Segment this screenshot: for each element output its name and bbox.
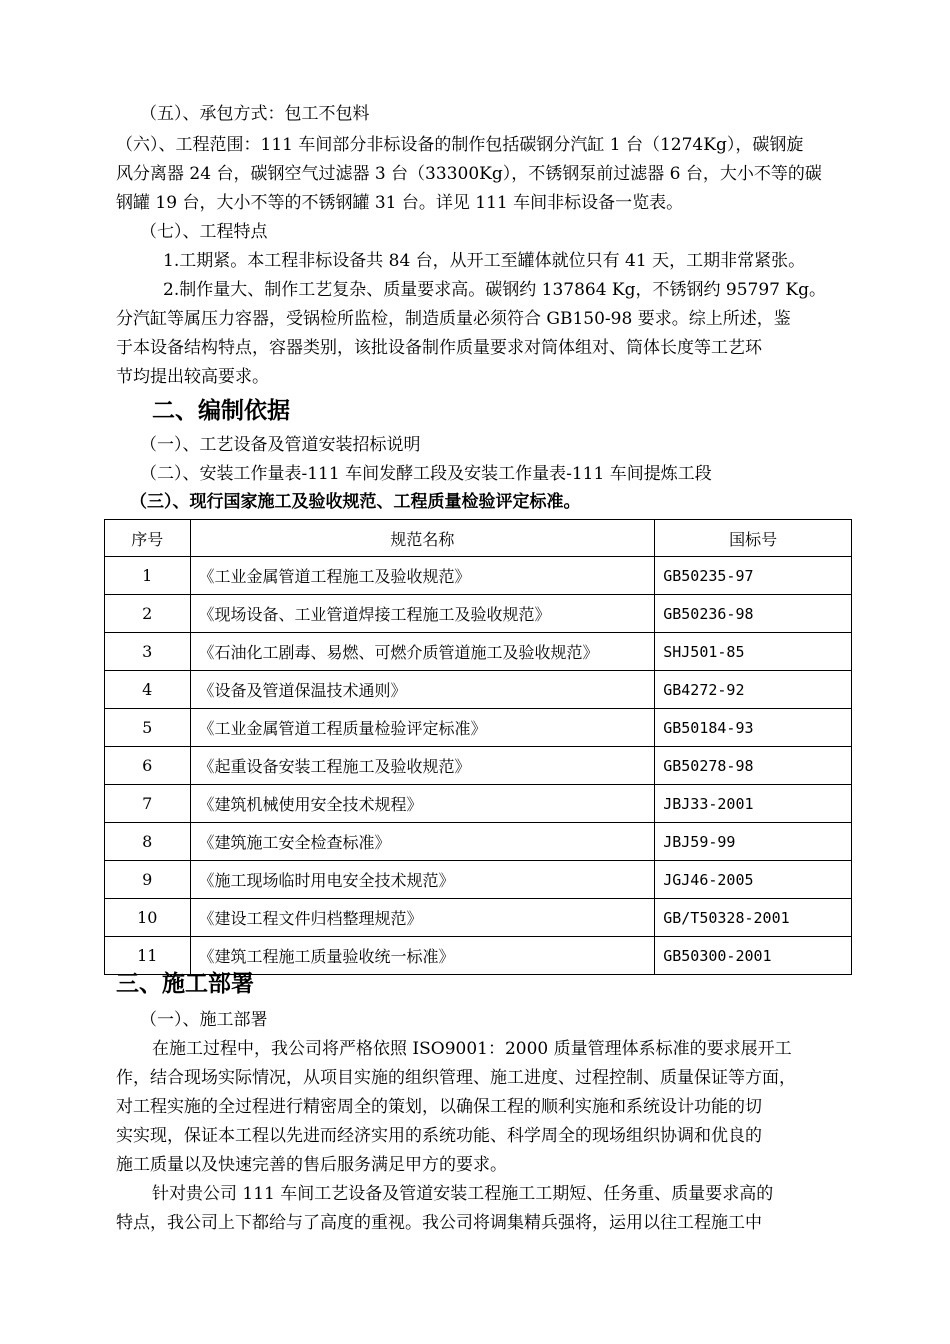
row-code: JBJ33-2001	[655, 785, 852, 823]
row-name: 《建筑机械使用安全技术规程》	[190, 785, 655, 823]
row-no: 5	[105, 709, 191, 747]
basis-item-1: （一）、工艺设备及管道安装招标说明	[140, 435, 421, 455]
table-row	[105, 747, 852, 785]
scope-line-1: （六）、工程范围：111 车间部分非标设备的制作包括碳钢分汽缸 1 台（1274Kg），碳钢旋	[116, 135, 804, 155]
row-code: GB50184-93	[655, 709, 852, 747]
row-code: JBJ59-99	[655, 823, 852, 861]
table-row	[105, 633, 852, 671]
row-name: 《建筑施工安全检查标准》	[190, 823, 655, 861]
para2-line-1: 针对贵公司 111 车间工艺设备及管道安装工程施工工期短、任务重、质量要求高的	[152, 1184, 774, 1204]
feature-line-4: 于本设备结构特点，容器类别，该批设备制作质量要求对筒体组对、筒体长度等工艺环	[116, 338, 762, 358]
row-name: 《施工现场临时用电安全技术规范》	[190, 861, 655, 899]
section-2-heading: 二、编制依据	[152, 397, 290, 424]
row-no: 8	[105, 823, 191, 861]
row-code: GB4272-92	[655, 671, 852, 709]
row-no: 2	[105, 595, 191, 633]
para1-line-5: 施工质量以及快速完善的售后服务满足甲方的要求。	[116, 1155, 507, 1175]
para1-line-3: 对工程实施的全过程进行精密周全的策划，以确保工程的顺利实施和系统设计功能的切	[116, 1097, 762, 1117]
para1-line-1: 在施工过程中，我公司将严格依照 ISO9001：2000 质量管理体系标准的要求展开工	[152, 1039, 792, 1059]
row-no: 4	[105, 671, 191, 709]
feature-line-5: 节均提出较高要求。	[116, 367, 269, 387]
deployment-subtitle: （一）、施工部署	[140, 1010, 268, 1030]
table-row	[105, 785, 852, 823]
para1-line-2: 作，结合现场实际情况，从项目实施的组织管理、施工进度、过程控制、质量保证等方面，	[116, 1068, 796, 1088]
table-row	[105, 861, 852, 899]
feature-line-1: 1.工期紧。本工程非标设备共 84 台，从开工至罐体就位只有 41 天，工期非常紧张。	[163, 251, 806, 271]
row-name: 《工业金属管道工程质量检验评定标准》	[190, 709, 655, 747]
row-code: GB/T50328-2001	[655, 899, 852, 937]
row-name: 《石油化工剧毒、易燃、可燃介质管道施工及验收规范》	[190, 633, 655, 671]
feature-line-2: 2.制作量大、制作工艺复杂、质量要求高。碳钢约 137864 Kg，不锈钢约 95797 Kg。	[163, 280, 826, 300]
table-row	[105, 595, 852, 633]
row-name: 《设备及管道保温技术通则》	[190, 671, 655, 709]
basis-item-2: （二）、安装工作量表-111 车间发酵工段及安装工作量表-111 车间提炼工段	[140, 464, 712, 484]
standards-table	[104, 519, 852, 975]
table-row	[105, 823, 852, 861]
scope-line-3: 钢罐 19 台，大小不等的不锈钢罐 31 台。详见 111 车间非标设备一览表。	[116, 193, 684, 213]
row-name: 《起重设备安装工程施工及验收规范》	[190, 747, 655, 785]
row-name: 《现场设备、工业管道焊接工程施工及验收规范》	[190, 595, 655, 633]
row-code: GB50278-98	[655, 747, 852, 785]
table-row	[105, 557, 852, 595]
header-code: 国标号	[655, 520, 852, 557]
table-row	[105, 899, 852, 937]
row-name: 《建筑工程施工质量验收统一标准》	[190, 937, 655, 975]
table-header-row	[105, 520, 852, 557]
row-no: 3	[105, 633, 191, 671]
row-no: 6	[105, 747, 191, 785]
para1-line-4: 实实现，保证本工程以先进而经济实用的系统功能、科学周全的现场组织协调和优良的	[116, 1126, 762, 1146]
row-no: 10	[105, 899, 191, 937]
row-code: GB50300-2001	[655, 937, 852, 975]
row-no: 9	[105, 861, 191, 899]
contract-mode-line: （五）、承包方式：包工不包料	[140, 104, 370, 124]
row-no: 1	[105, 557, 191, 595]
row-name: 《工业金属管道工程施工及验收规范》	[190, 557, 655, 595]
scope-line-2: 风分离器 24 台，碳钢空气过滤器 3 台（33300Kg），不锈钢泵前过滤器 6 台，大小不等的碳	[116, 164, 822, 184]
row-no: 7	[105, 785, 191, 823]
section-3-heading: 三、施工部署	[116, 970, 254, 997]
table-row	[105, 709, 852, 747]
para2-line-2: 特点，我公司上下都给与了高度的重视。我公司将调集精兵强将，运用以往工程施工中	[116, 1213, 762, 1233]
row-code: GB50235-97	[655, 557, 852, 595]
features-title: （七）、工程特点	[140, 222, 268, 242]
header-no: 序号	[105, 520, 191, 557]
basis-item-3: （三）、现行国家施工及验收规范、工程质量检验评定标准。	[130, 492, 581, 512]
row-code: JGJ46-2005	[655, 861, 852, 899]
row-no: 11	[105, 937, 191, 975]
feature-line-3: 分汽缸等属压力容器，受锅检所监检，制造质量必须符合 GB150-98 要求。综上所述，鉴	[116, 309, 791, 329]
row-code: SHJ501-85	[655, 633, 852, 671]
table-row	[105, 671, 852, 709]
header-name: 规范名称	[190, 520, 655, 557]
row-name: 《建设工程文件归档整理规范》	[190, 899, 655, 937]
row-code: GB50236-98	[655, 595, 852, 633]
